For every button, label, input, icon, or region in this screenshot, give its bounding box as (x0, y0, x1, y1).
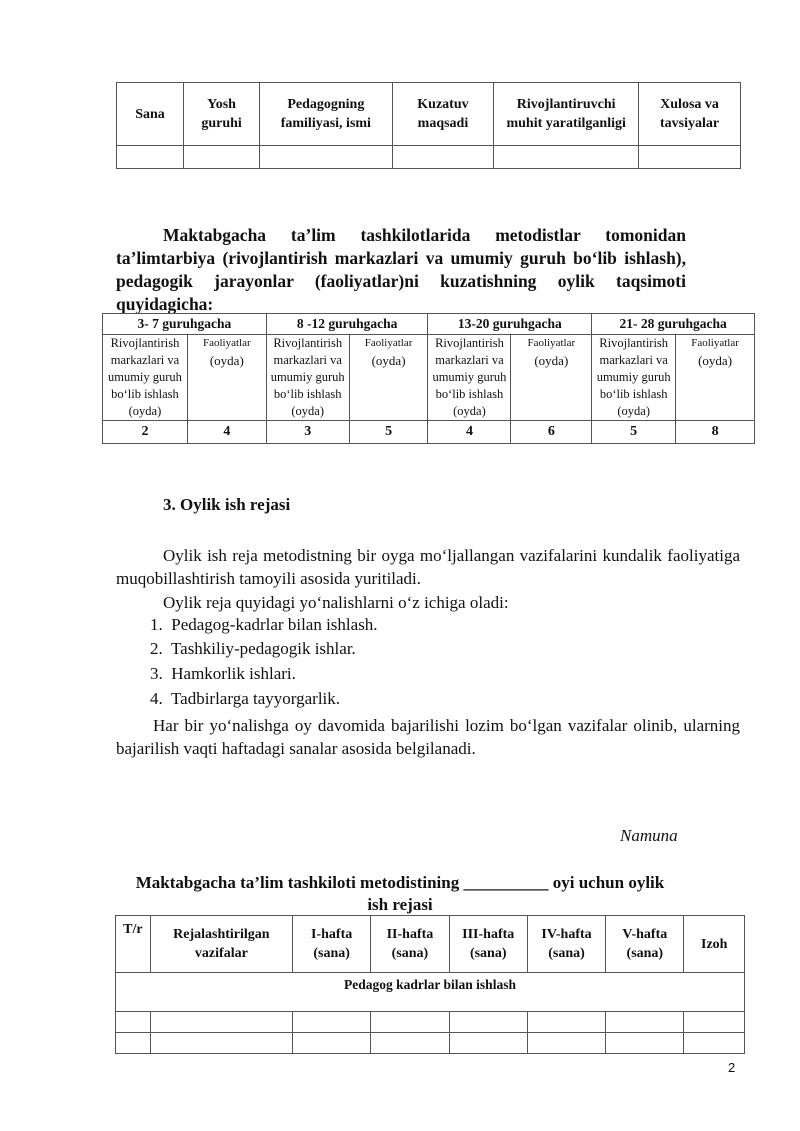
value-cell: 2 (103, 421, 188, 444)
value-cell: 4 (187, 421, 266, 444)
list-item (150, 639, 356, 659)
subheader-text: Faoliyatlar (691, 337, 739, 349)
observation-paragraph-text: Maktabgacha ta’lim tashkilotlarida metodistlar tomonidan ta’limtarbiya (rivojlantirish markazlari va umumiy guruh bo‘lib ishlash), pedagogik jarayonlar (faoliyatlar)ni kuzatishning oylik taqsimoti quyidagicha: (116, 225, 686, 314)
header-xulosa: Xulosa va tavsiyalar (639, 83, 741, 146)
value-cell: 3 (266, 421, 349, 444)
table-cell (527, 1012, 605, 1033)
table-row (116, 1033, 745, 1054)
subheader-text: Faoliyatlar (364, 337, 413, 349)
plan-title (100, 872, 700, 916)
distribution-table (102, 313, 755, 444)
distribution-values-row (103, 421, 755, 444)
group-header: 8 -12 guruhgacha (266, 314, 428, 335)
section-paragraph-2: Oylik reja quyidagi yo‘nalishlarni o‘z ichiga oladi: (163, 593, 509, 612)
subheader-markazlar (428, 335, 511, 421)
header-week-1: I-hafta (sana) (292, 916, 370, 973)
subheader-unit: (oyda) (209, 353, 244, 368)
list-item-text: Pedagog-kadrlar bilan ishlash. (171, 615, 378, 634)
page-number: 2 (728, 1060, 736, 1075)
table-cell (371, 1033, 449, 1054)
table-cell (684, 1012, 745, 1033)
monthly-plan-table (115, 915, 745, 1054)
subheader-text: Rivojlantirish markazlari va umumiy guruh bo‘lib ishlash (432, 336, 507, 401)
header-sana: Sana (117, 83, 184, 146)
table-cell (116, 1012, 151, 1033)
subheader-unit: (oyda) (453, 404, 486, 418)
plan-title-line-1: Maktabgacha ta’lim tashkiloti metodistining __________ oyi uchun oylik (135, 873, 665, 892)
table-cell (150, 1012, 292, 1033)
subheader-text: Rivojlantirish markazlari va umumiy guruh bo‘lib ishlash (270, 336, 345, 401)
section-paragraph-3: Har bir yo‘nalishga oy davomida bajarilishi lozim bo‘lgan vazifalar olinib, ularning bajarilish vaqti haftadagi sanalar asosida belgilanadi. (116, 716, 740, 758)
header-kuzatuv: Kuzatuv maqsadi (392, 83, 494, 146)
header-pedagog: Pedagogning familiyasi, ismi (260, 83, 393, 146)
list-item-text: Hamkorlik ishlari. (171, 664, 296, 683)
distribution-subheader-row (103, 335, 755, 421)
table-row (117, 146, 741, 169)
header-tr: T/r (116, 916, 151, 973)
subheader-unit: (oyda) (128, 404, 162, 418)
list-item (150, 664, 296, 684)
table-cell (116, 1033, 151, 1054)
subheader-faoliyatlar (349, 335, 428, 421)
list-item (150, 689, 340, 709)
list-number: 1. (150, 615, 172, 634)
subheader-unit: (oyda) (698, 353, 733, 368)
group-header: 13-20 guruhgacha (428, 314, 592, 335)
group-header: 21- 28 guruhgacha (592, 314, 755, 335)
table-cell (606, 1012, 684, 1033)
list-number: 4. (150, 689, 171, 708)
subheader-unit: (oyda) (617, 404, 650, 418)
distribution-groups-row (103, 314, 755, 335)
subheader-unit: (oyda) (534, 353, 569, 368)
table-cell (292, 1033, 370, 1054)
value-cell: 5 (592, 421, 676, 444)
header-vazifalar: Rejalashtirilgan vazifalar (150, 916, 292, 973)
group-header: 3- 7 guruhgacha (103, 314, 267, 335)
list-item-text: Tadbirlarga tayyorgarlik. (170, 689, 341, 708)
subheader-faoliyatlar (676, 335, 755, 421)
header-week-5: V-hafta (sana) (606, 916, 684, 973)
table-cell (392, 146, 494, 169)
value-cell: 5 (349, 421, 428, 444)
observation-paragraph (116, 224, 686, 316)
subheader-unit: (oyda) (371, 353, 406, 368)
section-heading: 3. Oylik ish rejasi (163, 495, 291, 514)
value-cell: 8 (676, 421, 755, 444)
list-number: 2. (150, 639, 171, 658)
header-week-3: III-hafta (sana) (449, 916, 527, 973)
list-item-text: Tashkiliy-pedagogik ishlar. (170, 639, 356, 658)
plan-title-line-2: ish rejasi (367, 895, 433, 914)
monthly-plan-header (116, 916, 745, 973)
sample-label: Namuna (620, 826, 678, 845)
header-rivojlantiruvchi: Rivojlantiruvchi muhit yaratilganligi (494, 83, 639, 146)
table-cell (150, 1033, 292, 1054)
list-number: 3. (150, 664, 172, 683)
section-title: Pedagog kadrlar bilan ishlash (116, 973, 745, 1012)
header-izoh: Izoh (684, 916, 745, 973)
subheader-text: Faoliyatlar (527, 337, 576, 349)
table-cell (449, 1033, 527, 1054)
subheader-text: Rivojlantirish markazlari va umumiy guruh bo‘lib ishlash (596, 336, 671, 401)
section-paragraph-1: Oylik ish reja metodistning bir oyga mo‘ljallangan vazifalarini kundalik faoliyatiga muqobillashtirish tamoyili asosida yuritiladi. (116, 546, 740, 588)
subheader-unit: (oyda) (291, 404, 324, 418)
table-cell (117, 146, 184, 169)
table-cell (371, 1012, 449, 1033)
table-cell (292, 1012, 370, 1033)
table-cell (260, 146, 393, 169)
observation-table (116, 82, 741, 169)
value-cell: 4 (428, 421, 511, 444)
subheader-markazlar (266, 335, 349, 421)
subheader-text: Faoliyatlar (202, 337, 251, 349)
table-cell (684, 1033, 745, 1054)
table-cell (494, 146, 639, 169)
table-cell (527, 1033, 605, 1054)
header-week-2: II-hafta (sana) (371, 916, 449, 973)
table-cell (449, 1012, 527, 1033)
table-cell (184, 146, 260, 169)
header-yosh-guruhi: Yosh guruhi (184, 83, 260, 146)
subheader-markazlar (592, 335, 676, 421)
table-row (116, 1012, 745, 1033)
subheader-markazlar (103, 335, 188, 421)
observation-table-header (117, 83, 741, 146)
value-cell: 6 (511, 421, 592, 444)
list-item (150, 615, 378, 635)
subheader-text: Rivojlantirish markazlari va umumiy guruh bo‘lib ishlash (107, 336, 182, 401)
table-cell (606, 1033, 684, 1054)
header-week-4: IV-hafta (sana) (527, 916, 605, 973)
subheader-faoliyatlar (511, 335, 592, 421)
table-cell (639, 146, 741, 169)
subheader-faoliyatlar (187, 335, 266, 421)
section-row (116, 973, 745, 1012)
